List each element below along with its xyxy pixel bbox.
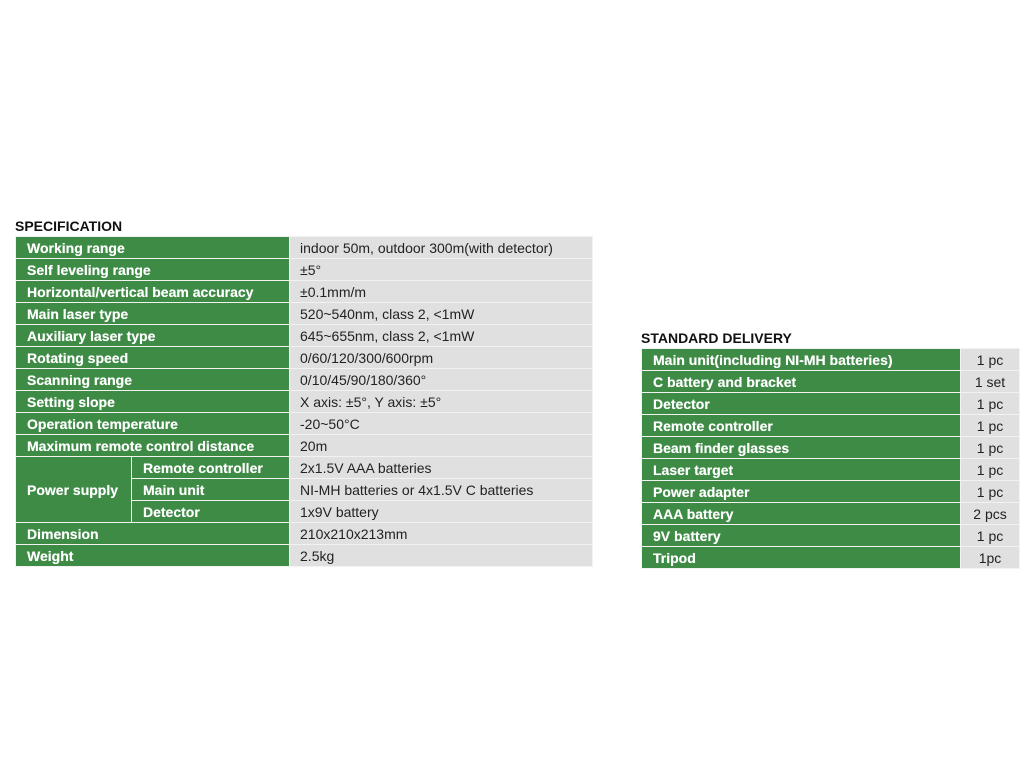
power-supply-sublabel: Main unit bbox=[132, 479, 290, 501]
spec-label: Weight bbox=[16, 545, 290, 567]
spec-row bbox=[16, 369, 593, 391]
delivery-row bbox=[642, 437, 1020, 459]
spec-value: X axis: ±5°, Y axis: ±5° bbox=[290, 391, 593, 413]
spec-value: 0/10/45/90/180/360° bbox=[290, 369, 593, 391]
spec-label: Self leveling range bbox=[16, 259, 290, 281]
delivery-item: Beam finder glasses bbox=[642, 437, 961, 459]
delivery-row bbox=[642, 525, 1020, 547]
delivery-item: Main unit(including NI-MH batteries) bbox=[642, 349, 961, 371]
spec-label: Dimension bbox=[16, 523, 290, 545]
delivery-row bbox=[642, 503, 1020, 525]
power-supply-label: Power supply bbox=[16, 457, 132, 523]
specification-title: SPECIFICATION bbox=[15, 218, 123, 234]
delivery-quantity: 1 pc bbox=[961, 415, 1020, 437]
power-supply-sublabel: Remote controller bbox=[132, 457, 290, 479]
delivery-quantity: 1 pc bbox=[961, 525, 1020, 547]
spec-label: Rotating speed bbox=[16, 347, 290, 369]
spec-label: Main laser type bbox=[16, 303, 290, 325]
delivery-item: Power adapter bbox=[642, 481, 961, 503]
spec-value: ±5° bbox=[290, 259, 593, 281]
spec-value: 20m bbox=[290, 435, 593, 457]
spec-row bbox=[16, 391, 593, 413]
delivery-quantity: 2 pcs bbox=[961, 503, 1020, 525]
delivery-item: Remote controller bbox=[642, 415, 961, 437]
spec-value: -20~50°C bbox=[290, 413, 593, 435]
specification-table bbox=[15, 236, 593, 567]
spec-row bbox=[16, 413, 593, 435]
spec-row bbox=[16, 523, 593, 545]
delivery-quantity: 1 pc bbox=[961, 459, 1020, 481]
delivery-item: Tripod bbox=[642, 547, 961, 569]
spec-row bbox=[16, 303, 593, 325]
delivery-row bbox=[642, 547, 1020, 569]
spec-label: Working range bbox=[16, 237, 290, 259]
delivery-row bbox=[642, 459, 1020, 481]
spec-value: 0/60/120/300/600rpm bbox=[290, 347, 593, 369]
delivery-item: AAA battery bbox=[642, 503, 961, 525]
spec-row bbox=[16, 435, 593, 457]
spec-row bbox=[16, 259, 593, 281]
spec-row bbox=[16, 237, 593, 259]
delivery-item: Laser target bbox=[642, 459, 961, 481]
spec-label: Scanning range bbox=[16, 369, 290, 391]
spec-value: indoor 50m, outdoor 300m(with detector) bbox=[290, 237, 593, 259]
spec-value: ±0.1mm/m bbox=[290, 281, 593, 303]
spec-value: 520~540nm, class 2, <1mW bbox=[290, 303, 593, 325]
delivery-row bbox=[642, 415, 1020, 437]
delivery-item: Detector bbox=[642, 393, 961, 415]
delivery-quantity: 1 set bbox=[961, 371, 1020, 393]
spec-row bbox=[16, 281, 593, 303]
delivery-item: 9V battery bbox=[642, 525, 961, 547]
spec-label: Horizontal/vertical beam accuracy bbox=[16, 281, 290, 303]
spec-label: Auxiliary laser type bbox=[16, 325, 290, 347]
power-supply-sublabel: Detector bbox=[132, 501, 290, 523]
delivery-row bbox=[642, 349, 1020, 371]
spec-label: Maximum remote control distance bbox=[16, 435, 290, 457]
spec-value: 210x210x213mm bbox=[290, 523, 593, 545]
spec-value: 2.5kg bbox=[290, 545, 593, 567]
delivery-quantity: 1 pc bbox=[961, 393, 1020, 415]
delivery-quantity: 1 pc bbox=[961, 481, 1020, 503]
delivery-row bbox=[642, 393, 1020, 415]
delivery-row bbox=[642, 481, 1020, 503]
power-supply-row bbox=[16, 457, 593, 479]
delivery-quantity: 1 pc bbox=[961, 437, 1020, 459]
spec-row bbox=[16, 347, 593, 369]
delivery-item: C battery and bracket bbox=[642, 371, 961, 393]
delivery-quantity: 1 pc bbox=[961, 349, 1020, 371]
power-supply-value: NI-MH batteries or 4x1.5V C batteries bbox=[290, 479, 593, 501]
standard-delivery-title: STANDARD DELIVERY bbox=[641, 330, 792, 346]
power-supply-value: 1x9V battery bbox=[290, 501, 593, 523]
delivery-quantity: 1pc bbox=[961, 547, 1020, 569]
spec-row bbox=[16, 545, 593, 567]
spec-label: Setting slope bbox=[16, 391, 290, 413]
power-supply-value: 2x1.5V AAA batteries bbox=[290, 457, 593, 479]
spec-row bbox=[16, 325, 593, 347]
standard-delivery-table bbox=[641, 348, 1020, 569]
spec-label: Operation temperature bbox=[16, 413, 290, 435]
delivery-row bbox=[642, 371, 1020, 393]
spec-value: 645~655nm, class 2, <1mW bbox=[290, 325, 593, 347]
